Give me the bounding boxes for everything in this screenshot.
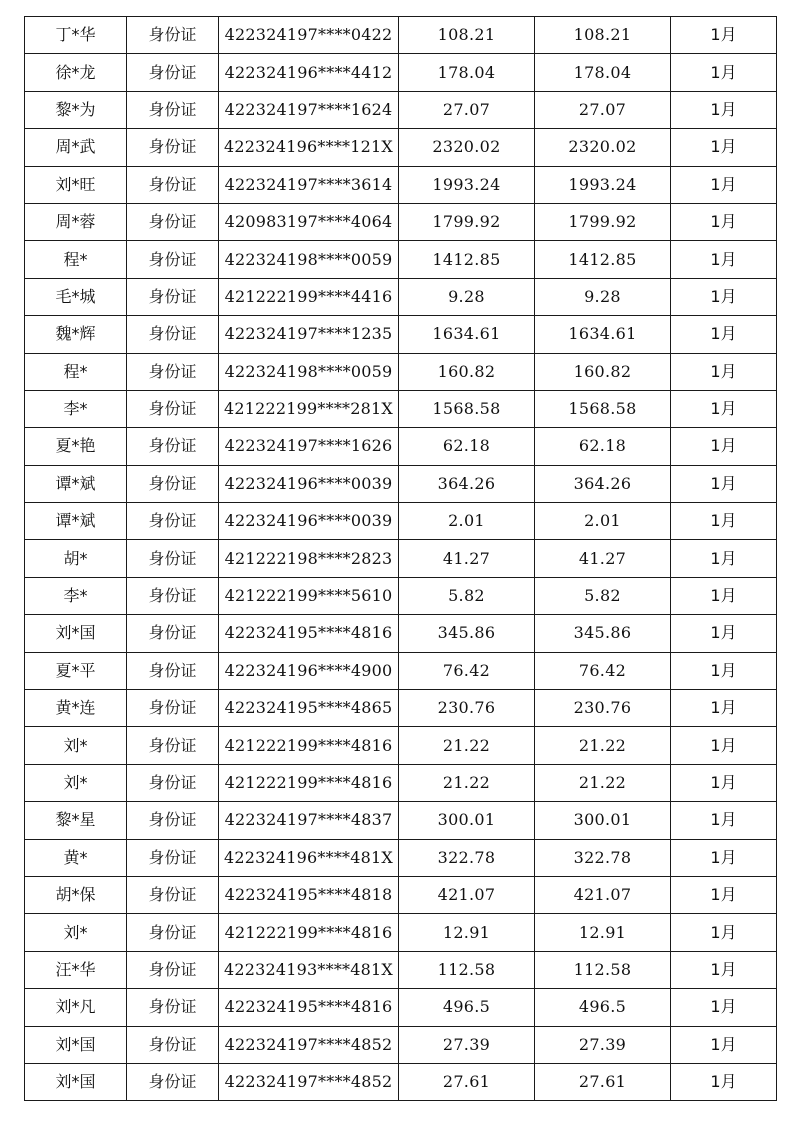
cell-id-type: 身份证 — [127, 839, 219, 876]
cell-amount-paid: 62.18 — [535, 428, 671, 465]
cell-name: 周*武 — [25, 129, 127, 166]
table-row — [25, 989, 777, 1026]
cell-month: 1月 — [671, 465, 777, 502]
cell-month: 1月 — [671, 540, 777, 577]
cell-amount-paid: 364.26 — [535, 465, 671, 502]
table-row — [25, 690, 777, 727]
cell-amount-payable: 41.27 — [399, 540, 535, 577]
cell-amount-payable: 9.28 — [399, 278, 535, 315]
cell-amount-paid: 496.5 — [535, 989, 671, 1026]
cell-id-number: 421222199****4816 — [219, 914, 399, 951]
cell-id-number: 422324197****1235 — [219, 316, 399, 353]
cell-id-type: 身份证 — [127, 615, 219, 652]
cell-id-type: 身份证 — [127, 1063, 219, 1100]
cell-month: 1月 — [671, 241, 777, 278]
table-row — [25, 503, 777, 540]
table-row — [25, 914, 777, 951]
cell-id-type: 身份证 — [127, 428, 219, 465]
cell-id-number: 422324197****4852 — [219, 1026, 399, 1063]
cell-id-number: 421222199****4816 — [219, 764, 399, 801]
table-row — [25, 1063, 777, 1100]
records-table-body — [25, 17, 777, 1101]
cell-amount-payable: 1799.92 — [399, 203, 535, 240]
cell-month: 1月 — [671, 316, 777, 353]
table-row — [25, 129, 777, 166]
cell-month: 1月 — [671, 839, 777, 876]
cell-amount-paid: 27.39 — [535, 1026, 671, 1063]
cell-id-type: 身份证 — [127, 465, 219, 502]
cell-name: 丁*华 — [25, 17, 127, 54]
cell-name: 黎*星 — [25, 802, 127, 839]
cell-amount-paid: 76.42 — [535, 652, 671, 689]
cell-month: 1月 — [671, 278, 777, 315]
cell-amount-paid: 322.78 — [535, 839, 671, 876]
cell-id-type: 身份证 — [127, 577, 219, 614]
cell-id-type: 身份证 — [127, 764, 219, 801]
cell-name: 刘* — [25, 727, 127, 764]
cell-name: 刘*国 — [25, 615, 127, 652]
cell-name: 夏*艳 — [25, 428, 127, 465]
cell-amount-payable: 112.58 — [399, 951, 535, 988]
table-row — [25, 166, 777, 203]
cell-id-type: 身份证 — [127, 91, 219, 128]
records-table — [24, 16, 777, 1101]
cell-name: 程* — [25, 241, 127, 278]
cell-id-number: 421222199****4416 — [219, 278, 399, 315]
cell-amount-payable: 12.91 — [399, 914, 535, 951]
cell-month: 1月 — [671, 503, 777, 540]
table-row — [25, 428, 777, 465]
table-row — [25, 839, 777, 876]
cell-name: 刘* — [25, 764, 127, 801]
cell-amount-payable: 27.39 — [399, 1026, 535, 1063]
cell-id-number: 422324196****0039 — [219, 465, 399, 502]
cell-amount-payable: 322.78 — [399, 839, 535, 876]
cell-id-type: 身份证 — [127, 951, 219, 988]
cell-amount-paid: 108.21 — [535, 17, 671, 54]
table-row — [25, 203, 777, 240]
cell-month: 1月 — [671, 1063, 777, 1100]
cell-id-number: 422324195****4865 — [219, 690, 399, 727]
table-row — [25, 540, 777, 577]
table-row — [25, 17, 777, 54]
cell-id-type: 身份证 — [127, 54, 219, 91]
cell-id-number: 422324198****0059 — [219, 241, 399, 278]
cell-name: 刘*国 — [25, 1063, 127, 1100]
cell-month: 1月 — [671, 690, 777, 727]
cell-month: 1月 — [671, 203, 777, 240]
cell-amount-paid: 2320.02 — [535, 129, 671, 166]
cell-id-type: 身份证 — [127, 989, 219, 1026]
table-row — [25, 727, 777, 764]
cell-id-type: 身份证 — [127, 241, 219, 278]
cell-amount-paid: 1634.61 — [535, 316, 671, 353]
cell-amount-paid: 1568.58 — [535, 390, 671, 427]
cell-name: 刘* — [25, 914, 127, 951]
cell-month: 1月 — [671, 615, 777, 652]
table-row — [25, 951, 777, 988]
cell-amount-payable: 108.21 — [399, 17, 535, 54]
cell-id-type: 身份证 — [127, 690, 219, 727]
cell-id-type: 身份证 — [127, 914, 219, 951]
cell-amount-payable: 1993.24 — [399, 166, 535, 203]
cell-id-number: 422324193****481X — [219, 951, 399, 988]
cell-name: 李* — [25, 390, 127, 427]
table-row — [25, 652, 777, 689]
cell-amount-paid: 27.07 — [535, 91, 671, 128]
cell-month: 1月 — [671, 876, 777, 913]
cell-id-type: 身份证 — [127, 1026, 219, 1063]
cell-amount-paid: 345.86 — [535, 615, 671, 652]
cell-id-number: 422324196****121X — [219, 129, 399, 166]
cell-id-type: 身份证 — [127, 17, 219, 54]
cell-amount-paid: 27.61 — [535, 1063, 671, 1100]
cell-id-number: 422324197****0422 — [219, 17, 399, 54]
cell-amount-payable: 1412.85 — [399, 241, 535, 278]
table-row — [25, 764, 777, 801]
cell-month: 1月 — [671, 727, 777, 764]
cell-amount-paid: 1993.24 — [535, 166, 671, 203]
cell-name: 魏*辉 — [25, 316, 127, 353]
cell-amount-payable: 62.18 — [399, 428, 535, 465]
cell-amount-paid: 1412.85 — [535, 241, 671, 278]
cell-id-number: 422324197****1624 — [219, 91, 399, 128]
table-row — [25, 615, 777, 652]
cell-amount-paid: 300.01 — [535, 802, 671, 839]
cell-month: 1月 — [671, 652, 777, 689]
cell-name: 汪*华 — [25, 951, 127, 988]
cell-month: 1月 — [671, 17, 777, 54]
cell-amount-payable: 421.07 — [399, 876, 535, 913]
cell-id-type: 身份证 — [127, 727, 219, 764]
cell-id-number: 422324197****3614 — [219, 166, 399, 203]
table-row — [25, 802, 777, 839]
cell-name: 谭*斌 — [25, 503, 127, 540]
cell-name: 程* — [25, 353, 127, 390]
table-row — [25, 577, 777, 614]
cell-amount-paid: 112.58 — [535, 951, 671, 988]
cell-name: 夏*平 — [25, 652, 127, 689]
cell-amount-payable: 21.22 — [399, 727, 535, 764]
cell-amount-paid: 5.82 — [535, 577, 671, 614]
cell-amount-payable: 160.82 — [399, 353, 535, 390]
table-row — [25, 353, 777, 390]
table-row — [25, 1026, 777, 1063]
cell-amount-payable: 1568.58 — [399, 390, 535, 427]
cell-id-type: 身份证 — [127, 316, 219, 353]
cell-name: 毛*城 — [25, 278, 127, 315]
cell-id-type: 身份证 — [127, 802, 219, 839]
cell-month: 1月 — [671, 951, 777, 988]
cell-id-number: 422324198****0059 — [219, 353, 399, 390]
cell-amount-paid: 21.22 — [535, 727, 671, 764]
cell-month: 1月 — [671, 390, 777, 427]
cell-id-type: 身份证 — [127, 652, 219, 689]
cell-id-number: 422324195****4816 — [219, 989, 399, 1026]
cell-amount-payable: 21.22 — [399, 764, 535, 801]
cell-month: 1月 — [671, 353, 777, 390]
cell-id-type: 身份证 — [127, 503, 219, 540]
cell-month: 1月 — [671, 914, 777, 951]
cell-amount-payable: 230.76 — [399, 690, 535, 727]
cell-id-number: 422324197****4852 — [219, 1063, 399, 1100]
cell-amount-payable: 1634.61 — [399, 316, 535, 353]
cell-id-type: 身份证 — [127, 166, 219, 203]
cell-name: 黄*连 — [25, 690, 127, 727]
cell-id-number: 421222199****281X — [219, 390, 399, 427]
cell-id-number: 422324197****4837 — [219, 802, 399, 839]
cell-amount-paid: 12.91 — [535, 914, 671, 951]
table-row — [25, 91, 777, 128]
cell-amount-payable: 76.42 — [399, 652, 535, 689]
cell-amount-paid: 2.01 — [535, 503, 671, 540]
cell-month: 1月 — [671, 129, 777, 166]
cell-amount-payable: 5.82 — [399, 577, 535, 614]
cell-amount-payable: 364.26 — [399, 465, 535, 502]
cell-amount-payable: 27.07 — [399, 91, 535, 128]
cell-id-number: 421222199****4816 — [219, 727, 399, 764]
cell-id-number: 420983197****4064 — [219, 203, 399, 240]
cell-amount-paid: 230.76 — [535, 690, 671, 727]
cell-id-number: 422324195****4818 — [219, 876, 399, 913]
table-row — [25, 876, 777, 913]
cell-id-type: 身份证 — [127, 540, 219, 577]
cell-id-type: 身份证 — [127, 353, 219, 390]
cell-name: 徐*龙 — [25, 54, 127, 91]
table-row — [25, 465, 777, 502]
cell-month: 1月 — [671, 166, 777, 203]
cell-amount-payable: 496.5 — [399, 989, 535, 1026]
cell-id-type: 身份证 — [127, 278, 219, 315]
cell-name: 胡* — [25, 540, 127, 577]
cell-id-number: 422324197****1626 — [219, 428, 399, 465]
cell-amount-paid: 421.07 — [535, 876, 671, 913]
cell-month: 1月 — [671, 764, 777, 801]
table-row — [25, 390, 777, 427]
cell-month: 1月 — [671, 1026, 777, 1063]
cell-id-type: 身份证 — [127, 203, 219, 240]
cell-id-number: 422324196****0039 — [219, 503, 399, 540]
table-row — [25, 278, 777, 315]
cell-month: 1月 — [671, 91, 777, 128]
cell-amount-paid: 178.04 — [535, 54, 671, 91]
cell-amount-payable: 2320.02 — [399, 129, 535, 166]
cell-amount-paid: 1799.92 — [535, 203, 671, 240]
cell-month: 1月 — [671, 802, 777, 839]
cell-id-type: 身份证 — [127, 129, 219, 166]
cell-amount-paid: 41.27 — [535, 540, 671, 577]
table-row — [25, 54, 777, 91]
cell-id-number: 421222198****2823 — [219, 540, 399, 577]
cell-name: 胡*保 — [25, 876, 127, 913]
cell-month: 1月 — [671, 54, 777, 91]
cell-name: 谭*斌 — [25, 465, 127, 502]
cell-amount-payable: 2.01 — [399, 503, 535, 540]
cell-amount-payable: 178.04 — [399, 54, 535, 91]
cell-id-number: 422324196****4900 — [219, 652, 399, 689]
cell-id-number: 422324196****481X — [219, 839, 399, 876]
cell-amount-paid: 21.22 — [535, 764, 671, 801]
cell-name: 刘*凡 — [25, 989, 127, 1026]
cell-id-number: 422324196****4412 — [219, 54, 399, 91]
cell-name: 周*蓉 — [25, 203, 127, 240]
cell-amount-paid: 9.28 — [535, 278, 671, 315]
cell-name: 黎*为 — [25, 91, 127, 128]
cell-name: 黄* — [25, 839, 127, 876]
cell-name: 刘*国 — [25, 1026, 127, 1063]
cell-name: 李* — [25, 577, 127, 614]
cell-amount-paid: 160.82 — [535, 353, 671, 390]
cell-month: 1月 — [671, 428, 777, 465]
cell-month: 1月 — [671, 577, 777, 614]
cell-month: 1月 — [671, 989, 777, 1026]
cell-amount-payable: 345.86 — [399, 615, 535, 652]
cell-id-type: 身份证 — [127, 390, 219, 427]
cell-name: 刘*旺 — [25, 166, 127, 203]
cell-id-type: 身份证 — [127, 876, 219, 913]
table-row — [25, 316, 777, 353]
table-row — [25, 241, 777, 278]
cell-amount-payable: 27.61 — [399, 1063, 535, 1100]
cell-id-number: 422324195****4816 — [219, 615, 399, 652]
cell-amount-payable: 300.01 — [399, 802, 535, 839]
cell-id-number: 421222199****5610 — [219, 577, 399, 614]
